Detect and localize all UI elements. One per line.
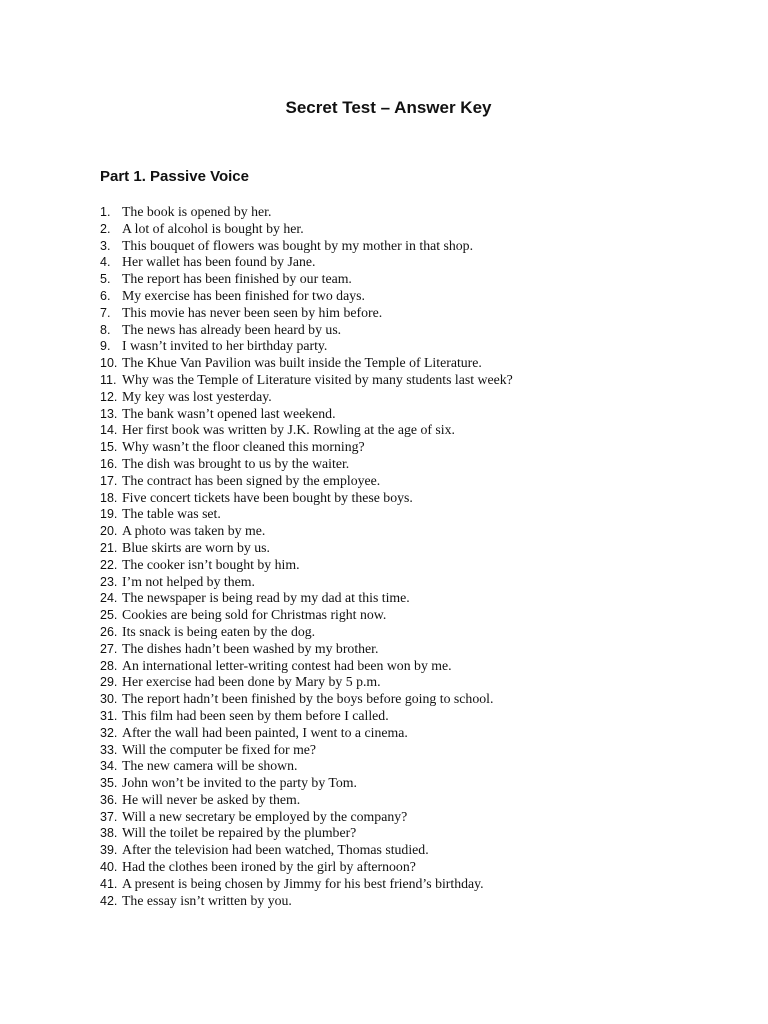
- list-item: [100, 708, 740, 725]
- list-item: [100, 406, 740, 423]
- answer-text: Will the toilet be repaired by the plumber?: [122, 825, 357, 841]
- answer-text: After the television had been watched, Thomas studied.: [122, 842, 429, 858]
- list-item: [100, 624, 740, 641]
- answer-text: The newspaper is being read by my dad at this time.: [122, 590, 410, 606]
- answer-number: 37.: [100, 809, 118, 824]
- answer-text: The cooker isn’t bought by him.: [122, 556, 300, 572]
- answer-number: 2.: [100, 221, 111, 236]
- list-item: [100, 204, 740, 221]
- answer-text: The essay isn’t written by you.: [122, 892, 292, 908]
- answer-number: 35.: [100, 776, 118, 791]
- answer-number: 10.: [100, 356, 118, 371]
- answer-text: A lot of alcohol is bought by her.: [122, 220, 304, 236]
- answer-text: This film had been seen by them before I called.: [122, 707, 389, 723]
- answer-number: 12.: [100, 389, 118, 404]
- answer-number: 42.: [100, 893, 118, 908]
- answer-number: 19.: [100, 507, 118, 522]
- list-item: [100, 288, 740, 305]
- answer-number: 15.: [100, 440, 118, 455]
- answer-number: 22.: [100, 557, 118, 572]
- list-item: [100, 876, 740, 893]
- list-item: [100, 523, 740, 540]
- answer-number: 34.: [100, 759, 118, 774]
- list-item: [100, 389, 740, 406]
- answer-number: 9.: [100, 339, 111, 354]
- answer-number: 20.: [100, 524, 118, 539]
- answer-text: A present is being chosen by Jimmy for his best friend’s birthday.: [122, 875, 484, 891]
- answer-text: The table was set.: [122, 506, 221, 522]
- list-item: [100, 305, 740, 322]
- list-item: [100, 322, 740, 339]
- list-item: [100, 557, 740, 574]
- answer-text: The report hadn’t been finished by the boys before going to school.: [122, 691, 494, 707]
- answer-text: I wasn’t invited to her birthday party.: [122, 338, 328, 354]
- list-item: [100, 338, 740, 355]
- answer-text: Her exercise had been done by Mary by 5 p.m.: [122, 674, 381, 690]
- answer-text: Will a new secretary be employed by the company?: [122, 808, 408, 824]
- answer-text: The Khue Van Pavilion was built inside the Temple of Literature.: [122, 355, 482, 371]
- answer-text: He will never be asked by them.: [122, 791, 301, 807]
- answer-number: 6.: [100, 288, 111, 303]
- list-item: [100, 372, 740, 389]
- list-item: [100, 456, 740, 473]
- answer-list: [100, 204, 740, 909]
- list-item: [100, 271, 740, 288]
- answer-number: 4.: [100, 255, 111, 270]
- answer-number: 39.: [100, 843, 118, 858]
- answer-text: Her wallet has been found by Jane.: [122, 254, 316, 270]
- answer-number: 21.: [100, 540, 118, 555]
- answer-text: The dishes hadn’t been washed by my brother.: [122, 640, 379, 656]
- answer-number: 8.: [100, 322, 111, 337]
- answer-text: This movie has never been seen by him before.: [122, 304, 383, 320]
- list-item: [100, 893, 740, 910]
- list-item: [100, 473, 740, 490]
- list-item: [100, 422, 740, 439]
- answer-text: The dish was brought to us by the waiter.: [122, 455, 350, 471]
- answer-text: Had the clothes been ironed by the girl by afternoon?: [122, 859, 416, 875]
- page-title: Secret Test – Answer Key: [285, 98, 492, 117]
- list-item: [100, 574, 740, 591]
- answer-text: This bouquet of flowers was bought by my mother in that shop.: [122, 237, 474, 253]
- answer-number: 26.: [100, 624, 118, 639]
- list-item: [100, 355, 740, 372]
- answer-number: 27.: [100, 641, 118, 656]
- answer-number: 33.: [100, 742, 118, 757]
- answer-number: 36.: [100, 792, 118, 807]
- list-item: [100, 775, 740, 792]
- list-item: [100, 439, 740, 456]
- answer-text: The new camera will be shown.: [122, 758, 298, 774]
- answer-text: Blue skirts are worn by us.: [122, 539, 270, 555]
- answer-number: 18.: [100, 490, 118, 505]
- answer-text: Cookies are being sold for Christmas right now.: [122, 607, 387, 623]
- answer-text: John won’t be invited to the party by Tom.: [122, 775, 357, 791]
- answer-number: 5.: [100, 272, 111, 287]
- list-item: [100, 758, 740, 775]
- list-item: [100, 658, 740, 675]
- answer-number: 23.: [100, 574, 118, 589]
- list-item: [100, 221, 740, 238]
- answer-text: Will the computer be fixed for me?: [122, 741, 317, 757]
- answer-number: 13.: [100, 406, 118, 421]
- list-item: [100, 540, 740, 557]
- section-heading: Part 1. Passive Voice: [100, 168, 249, 185]
- list-item: [100, 641, 740, 658]
- list-item: [100, 238, 740, 255]
- answer-text: A photo was taken by me.: [122, 523, 266, 539]
- answer-number: 28.: [100, 658, 118, 673]
- list-item: [100, 607, 740, 624]
- answer-text: The news has already been heard by us.: [122, 321, 342, 337]
- answer-text: Why was the Temple of Literature visited by many students last week?: [122, 371, 513, 387]
- list-item: [100, 842, 740, 859]
- answer-number: 38.: [100, 826, 118, 841]
- answer-text: The bank wasn’t opened last weekend.: [122, 405, 336, 421]
- answer-number: 31.: [100, 708, 118, 723]
- answer-text: My exercise has been finished for two days.: [122, 287, 365, 303]
- list-item: [100, 490, 740, 507]
- answer-number: 24.: [100, 591, 118, 606]
- list-item: [100, 825, 740, 842]
- list-item: [100, 859, 740, 876]
- answer-number: 41.: [100, 876, 118, 891]
- list-item: [100, 254, 740, 271]
- answer-number: 7.: [100, 305, 111, 320]
- answer-number: 3.: [100, 238, 111, 253]
- list-item: [100, 691, 740, 708]
- answer-text: Five concert tickets have been bought by these boys.: [122, 489, 413, 505]
- answer-number: 40.: [100, 860, 118, 875]
- answer-text: The book is opened by her.: [122, 204, 272, 219]
- answer-number: 25.: [100, 608, 118, 623]
- list-item: [100, 506, 740, 523]
- list-item: [100, 590, 740, 607]
- answer-text: An international letter-writing contest had been won by me.: [122, 657, 452, 673]
- answer-text: Her first book was written by J.K. Rowling at the age of six.: [122, 422, 455, 438]
- answer-text: I’m not helped by them.: [122, 573, 255, 589]
- answer-text: After the wall had been painted, I went to a cinema.: [122, 724, 408, 740]
- answer-number: 29.: [100, 675, 118, 690]
- answer-number: 30.: [100, 692, 118, 707]
- answer-number: 1.: [100, 205, 111, 219]
- answer-text: My key was lost yesterday.: [122, 388, 272, 404]
- answer-text: The report has been finished by our team.: [122, 271, 352, 287]
- list-item: [100, 725, 740, 742]
- list-item: [100, 674, 740, 691]
- answer-text: Its snack is being eaten by the dog.: [122, 623, 316, 639]
- answer-text: Why wasn’t the floor cleaned this morning?: [122, 439, 365, 455]
- list-item: [100, 809, 740, 826]
- answer-number: 16.: [100, 456, 118, 471]
- list-item: [100, 742, 740, 759]
- answer-text: The contract has been signed by the employee.: [122, 472, 381, 488]
- list-item: [100, 792, 740, 809]
- answer-number: 11.: [100, 372, 117, 387]
- answer-number: 32.: [100, 725, 118, 740]
- answer-number: 14.: [100, 423, 118, 438]
- answer-number: 17.: [100, 473, 118, 488]
